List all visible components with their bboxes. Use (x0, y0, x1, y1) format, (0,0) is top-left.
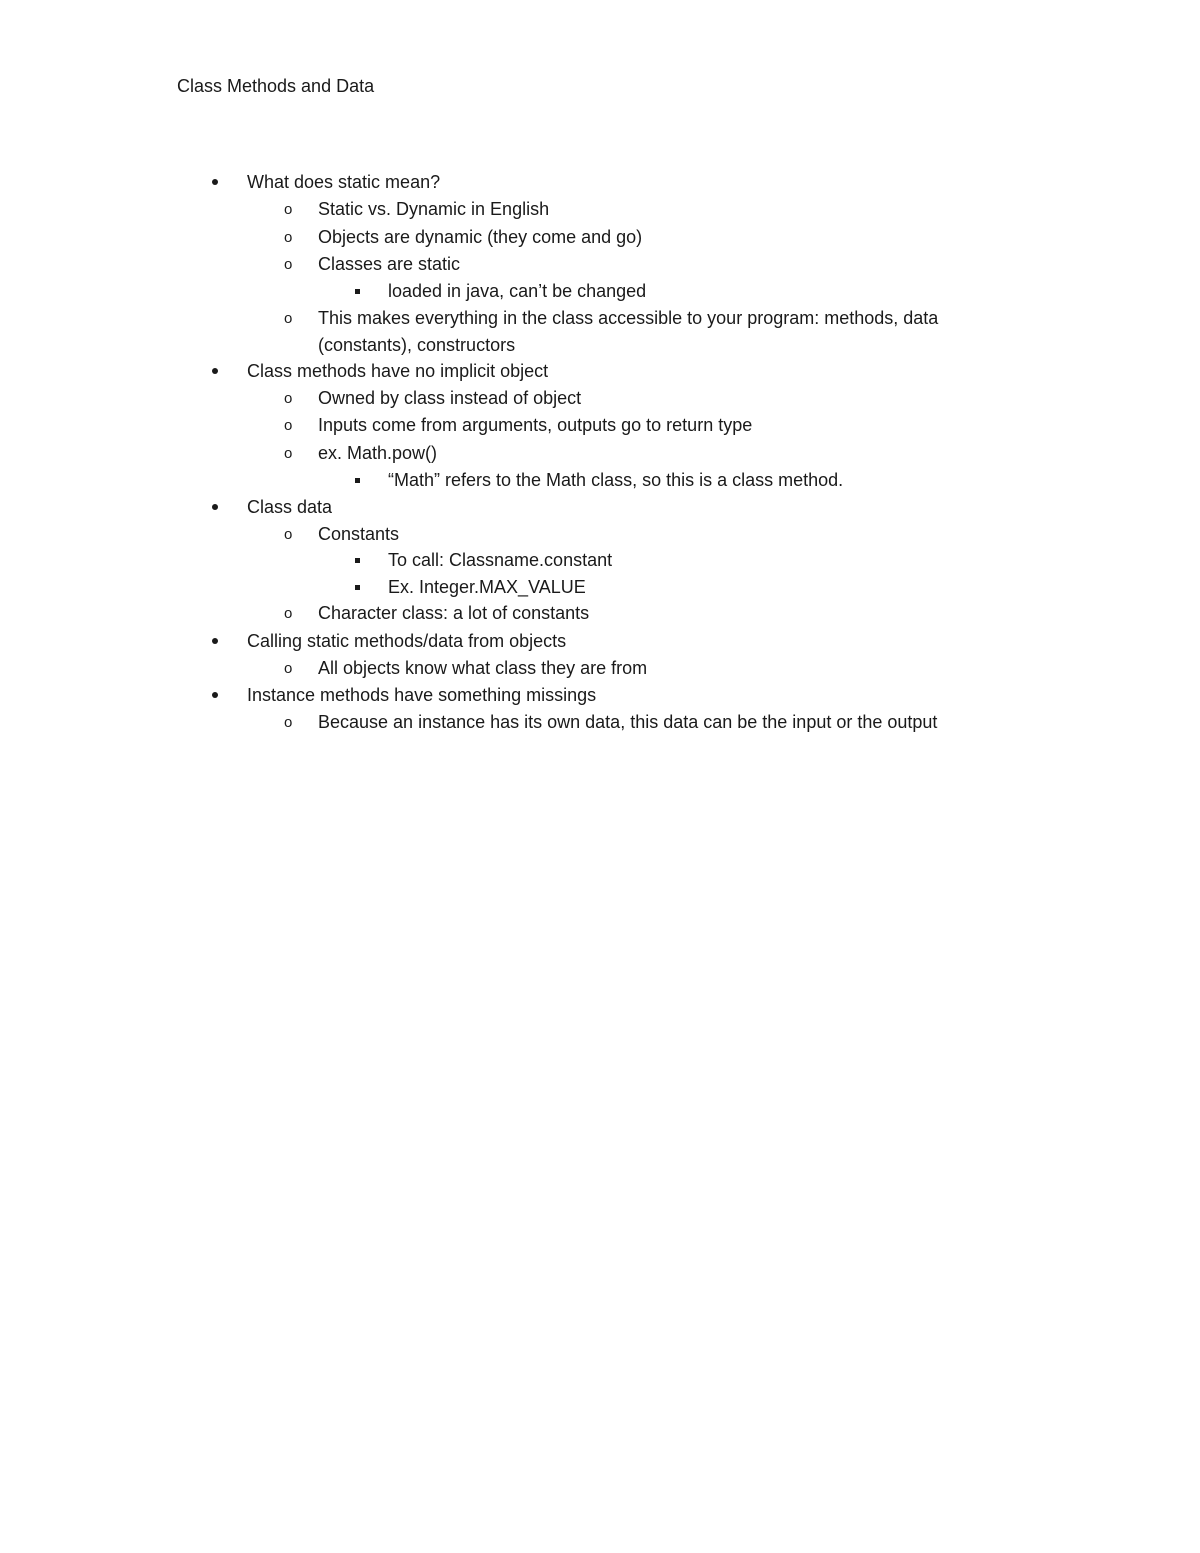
bullet-circle: o (284, 256, 293, 273)
list-item: loaded in java, can’t be changed (388, 281, 647, 301)
list-item: Because an instance has its own data, this data can be the input or the output (318, 712, 938, 732)
list-item: Class data (247, 497, 333, 517)
bullet-circle: o (284, 229, 293, 246)
list-item: Owned by class instead of object (318, 388, 582, 408)
bullet-circle: o (284, 445, 293, 462)
list-item: Character class: a lot of constants (318, 603, 590, 623)
list-item: Static vs. Dynamic in English (318, 199, 550, 219)
bullet-square (355, 585, 360, 590)
document-title: Class Methods and Data (177, 76, 375, 96)
bullet-circle: o (284, 605, 293, 622)
bullet-circle: o (284, 714, 293, 731)
list-item: This makes everything in the class accessible to your program: methods, data (318, 308, 939, 328)
list-item: Instance methods have something missings (247, 685, 597, 705)
list-item: Inputs come from arguments, outputs go to return type (318, 415, 753, 435)
bullet-square (355, 289, 360, 294)
list-item: Class methods have no implicit object (247, 361, 549, 381)
bullet-circle: o (284, 417, 293, 434)
bullet-circle: o (284, 526, 293, 543)
list-item: Objects are dynamic (they come and go) (318, 227, 643, 247)
bullet-square (355, 478, 360, 483)
bullet-square (355, 558, 360, 563)
list-item: Constants (318, 524, 400, 544)
bullet-dot (212, 638, 218, 644)
list-item: To call: Classname.constant (388, 550, 613, 570)
list-item: All objects know what class they are from (318, 658, 648, 678)
bullet-dot (212, 368, 218, 374)
bullet-circle: o (284, 310, 293, 327)
bullet-circle: o (284, 201, 293, 218)
bullet-dot (212, 504, 218, 510)
list-item: Classes are static (318, 254, 461, 274)
list-item: Ex. Integer.MAX_VALUE (388, 577, 586, 597)
list-item: What does static mean? (247, 172, 441, 192)
list-item: “Math” refers to the Math class, so this is a class method. (388, 470, 844, 490)
bullet-dot (212, 179, 218, 185)
list-item: ex. Math.pow() (318, 443, 438, 463)
bullet-circle: o (284, 390, 293, 407)
list-item: Calling static methods/data from objects (247, 631, 567, 651)
bullet-dot (212, 692, 218, 698)
bullet-circle: o (284, 660, 293, 677)
list-item-continuation: (constants), constructors (318, 335, 516, 355)
